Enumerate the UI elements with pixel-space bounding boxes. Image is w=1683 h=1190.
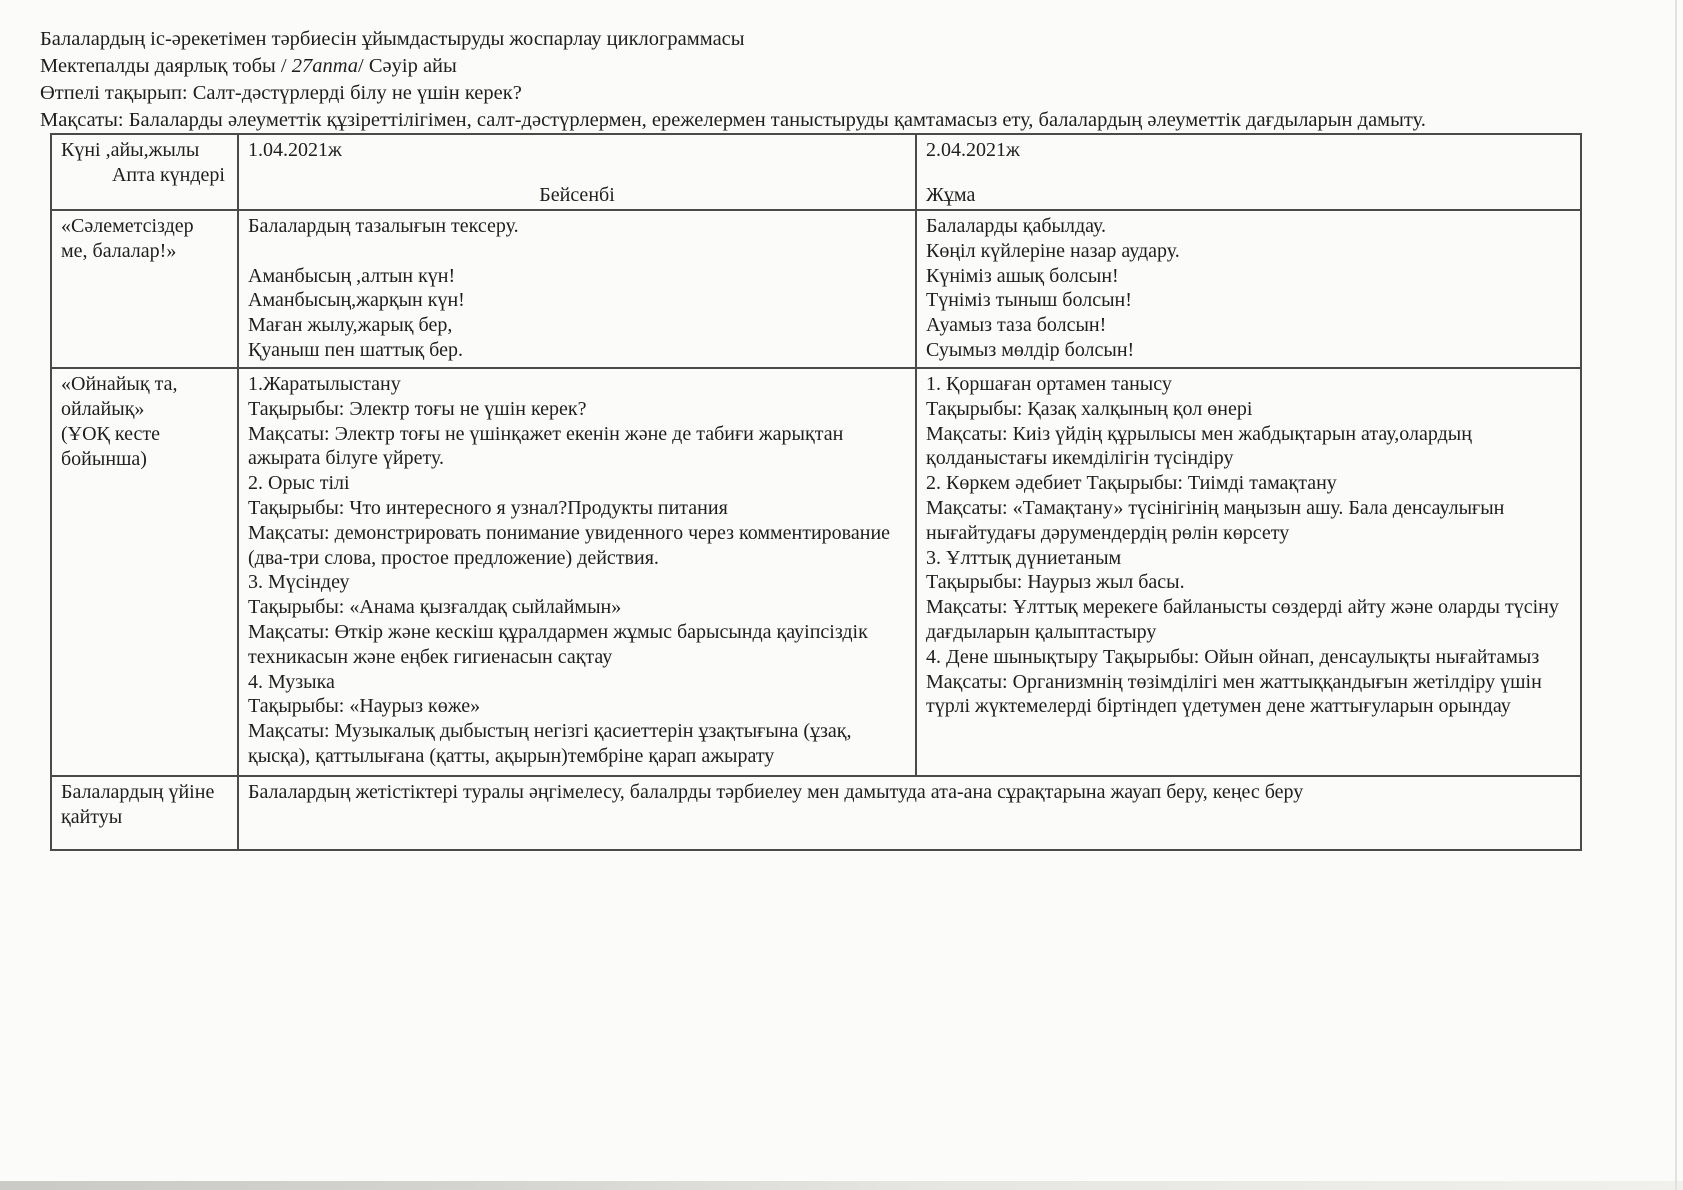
group-week-line bbox=[40, 53, 1640, 80]
text-line: Мақсаты: Музыкалық дыбыстың негізгі қасиеттерін ұзақтығына (ұзақ, қысқа), қаттылығана (қатты, ақырын)тембріне қарап ажырату bbox=[248, 720, 852, 767]
going-home-row bbox=[51, 776, 1581, 850]
header-cell-friday bbox=[916, 134, 1581, 210]
date-label-line2: Апта күндері bbox=[111, 164, 225, 186]
text-line: «Ойнайық та, bbox=[61, 373, 178, 395]
scan-edge-artifact-right bbox=[1675, 0, 1677, 1190]
text-line: Мақсаты: Ұлттық мерекеге байланысты сөздерді айту және оларды түсіну дағдыларын қалыптастыру bbox=[926, 596, 1559, 643]
activities-friday-cell bbox=[916, 368, 1581, 776]
text-line: 4. Дене шынықтыру Тақырыбы: Ойын ойнап, денсаулықты нығайтамыз bbox=[926, 645, 1540, 668]
greeting-row bbox=[51, 210, 1581, 368]
activities-row-label bbox=[51, 368, 238, 776]
text-line: Тақырыбы: «Анама қызғалдақ сыйлаймын» bbox=[248, 596, 622, 619]
week-number: 27апта bbox=[291, 55, 359, 77]
text-line: Түніміз тыныш болсын! bbox=[926, 289, 1132, 312]
text-line: Тақырыбы: «Наурыз көже» bbox=[248, 695, 481, 718]
greeting-friday-cell bbox=[916, 210, 1581, 368]
greeting-row-label bbox=[51, 210, 238, 368]
text-line: (ҰОҚ кесте bbox=[61, 423, 160, 445]
going-home-text: Балалардың жетістіктері туралы әңгімелесу, балалрды тәрбиелеу мен дамытуда ата-ана сұрақтарына жауап беру, кеңес беру bbox=[248, 781, 1304, 803]
text-line: Мақсаты: Киіз үйдің құрылысы мен жабдықтарын атау,олардың қолданыстағы икемділігін түсіндіру bbox=[926, 422, 1472, 470]
date-label-line1: Күні ,айы,жылы bbox=[61, 139, 200, 161]
text-line: қайтуы bbox=[61, 806, 123, 828]
text-line: Аманбысың,жарқын күн! bbox=[248, 289, 465, 312]
text-line: Балалардың үйіне bbox=[61, 781, 215, 803]
text-line: Балаларды қабылдау. bbox=[926, 215, 1106, 237]
text-line: Тақырыбы: Қазақ халқының қол өнері bbox=[926, 397, 1253, 420]
text-line: Мақсаты: Электр тоғы не үшінқажет екенін және де табиғи жарықтан ажырата білуге үйрету. bbox=[248, 422, 844, 470]
text-line: Мақсаты: Өткір және кескіш құралдармен жұмыс барысында қауіпсіздік техникасын және еңбек гигиенасын сақтау bbox=[248, 620, 868, 668]
text-line: «Сәлеметсіздер bbox=[61, 215, 194, 237]
activities-thursday-cell bbox=[238, 368, 916, 776]
header-cell-date-label bbox=[51, 134, 238, 210]
friday-day-name: Жұма bbox=[926, 184, 976, 206]
text-line: 1.Жаратылыстану bbox=[248, 373, 401, 395]
thursday-day-name: Бейсенбі bbox=[539, 184, 615, 206]
text-line: Көңіл күйлеріне назар аудару. bbox=[926, 239, 1180, 262]
text-line bbox=[248, 239, 907, 264]
text-line: ойлайық» bbox=[61, 398, 145, 420]
document-title: Балалардың іс-әрекетімен тәрбиесін ұйымдастыруды жоспарлау циклограммасы bbox=[40, 28, 745, 50]
text-line: 3. Мүсіндеу bbox=[248, 571, 350, 594]
text-line: 4. Музыка bbox=[248, 670, 335, 693]
group-label: Мектепалды даярлық тобы / bbox=[40, 55, 292, 77]
text-line: Мақсаты: демонстрировать понимание увиденного через комментирование (два-три слова, простое предложение) действия. bbox=[248, 521, 891, 569]
crosscutting-theme-line: Өтпелі тақырып: Салт-дәстүрлерді білу не үшін керек? bbox=[40, 82, 522, 104]
thursday-date: 1.04.2021ж bbox=[248, 139, 342, 161]
text-line: 2. Орыс тілі bbox=[248, 472, 350, 495]
text-line: Қуаныш пен шаттық бер. bbox=[248, 338, 463, 361]
text-line: Тақырыбы: Электр тоғы не үшін керек? bbox=[248, 397, 587, 420]
header-cell-thursday bbox=[238, 134, 916, 210]
text-line: Аманбысың ,алтын күн! bbox=[248, 264, 456, 287]
text-line: бойынша) bbox=[61, 448, 147, 470]
text-line: 3. Ұлттық дүниетаным bbox=[926, 546, 1122, 569]
text-line: 1. Қоршаған ортамен танысу bbox=[926, 373, 1172, 395]
text-line: 2. Көркем әдебиет Тақырыбы: Тиімді тамақтану bbox=[926, 472, 1337, 495]
text-line: Мақсаты: «Тамақтану» түсінігінің маңызын ашу. Бала денсаулығын нығайтудағы дәрумендердің рөлін көрсету bbox=[926, 496, 1505, 544]
greeting-thursday-cell bbox=[238, 210, 916, 368]
document-header bbox=[40, 26, 1640, 134]
friday-date: 2.04.2021ж bbox=[926, 139, 1020, 161]
text-line: Суымыз мөлдір болсын! bbox=[926, 338, 1135, 361]
table-header-row bbox=[51, 134, 1581, 210]
going-home-row-label bbox=[51, 776, 238, 850]
goal-line: Мақсаты: Балаларды әлеуметтік құзіреттілігімен, салт-дәстүрлермен, ережелермен таныстыруды қамтамасыз ету, балалардың әлеуметтік дағдыларын дамыту. bbox=[40, 109, 1426, 131]
text-line: Күніміз ашық болсын! bbox=[926, 264, 1119, 287]
month-label: / Сәуір айы bbox=[358, 55, 457, 77]
text-line: Маған жылу,жарық бер, bbox=[248, 314, 453, 337]
text-line: Балалардың тазалығын тексеру. bbox=[248, 215, 519, 237]
text-line: Тақырыбы: Наурыз жыл басы. bbox=[926, 571, 1185, 594]
text-line: ме, балалар!» bbox=[61, 240, 177, 262]
scan-edge-artifact-bottom bbox=[0, 1181, 1683, 1190]
going-home-content-cell bbox=[238, 776, 1581, 850]
text-line: Ауамыз таза болсын! bbox=[926, 314, 1107, 337]
cyclogram-table bbox=[50, 133, 1582, 851]
text-line: Тақырыбы: Что интересного я узнал?Продукты питания bbox=[248, 496, 728, 519]
text-line: Мақсаты: Организмнің төзімділігі мен жаттыққандығын жетілдіру үшін түрлі жүктемелерді біртіндеп үдетумен дене жаттығуларын орындау bbox=[926, 670, 1542, 718]
activities-row bbox=[51, 368, 1581, 776]
